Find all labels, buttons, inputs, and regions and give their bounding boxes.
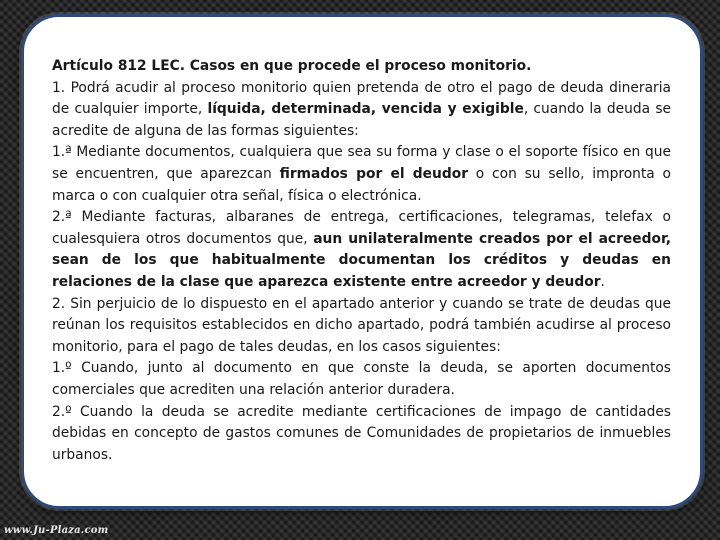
paragraph-1-text-a: 1. Podrá acudir al proceso monitorio quien pretenda de otro el pago de deuda dineraria de cualquier importe,	[52, 79, 671, 118]
paragraph-5: 1.º Cuando, junto al documento en que conste la deuda, se aporten documentos comerciales que acrediten una relación anterior duradera.	[52, 360, 671, 398]
paragraph-1	[52, 78, 671, 143]
paragraph-2	[52, 142, 671, 207]
paragraph-3-text-a: 2.ª Mediante facturas, albaranes de entrega, certificaciones, telegramas, telefax o cualesquiera otros documentos que,	[52, 209, 671, 247]
paragraph-2-text-a: 1.ª Mediante documentos, cualquiera que sea su forma y clase o el soporte físico en que se encuentren, que aparezcan	[52, 144, 671, 182]
paragraph-3	[52, 207, 671, 293]
paragraph-2-text-c: o con su sello, impronta o marca o con cualquier otra señal, física o electrónica.	[52, 165, 671, 204]
paragraph-4: 2. Sin perjuicio de lo dispuesto en el apartado anterior y cuando se trate de deudas que reúnan los requisitos establecidos en dicho apartado, podrá también acudirse al proceso monitorio, para el pago de tales deudas, en los casos siguientes:	[52, 295, 671, 355]
paragraph-1-text-c: , cuando la deuda se acredite de alguna de las formas siguientes:	[52, 101, 672, 139]
article-text	[52, 56, 671, 466]
article-title-text: Artículo 812 LEC. Casos en que procede el proceso monitorio.	[52, 58, 532, 74]
paragraph-3-bold: aun unilateralmente creados por el acreedor, sean de los que habitualmente documentan los créditos y deudas en relaciones de la clase que aparezca existente entre acreedor y deudor	[52, 230, 671, 290]
article-title	[52, 56, 671, 78]
paragraph-6: 2.º Cuando la deuda se acredite mediante certificaciones de impago de cantidades debidas en concepto de gastos comunes de Comunidades de propietarios de inmuebles urbanos.	[52, 403, 671, 463]
paragraph-3-text-c: .	[600, 273, 605, 290]
paragraph-1-bold: líquida, determinada, vencida y exigible	[207, 101, 524, 118]
paragraph-2-bold: firmados por el deudor	[279, 165, 468, 182]
website-watermark: www.Ju-Plaza.com	[4, 525, 109, 536]
